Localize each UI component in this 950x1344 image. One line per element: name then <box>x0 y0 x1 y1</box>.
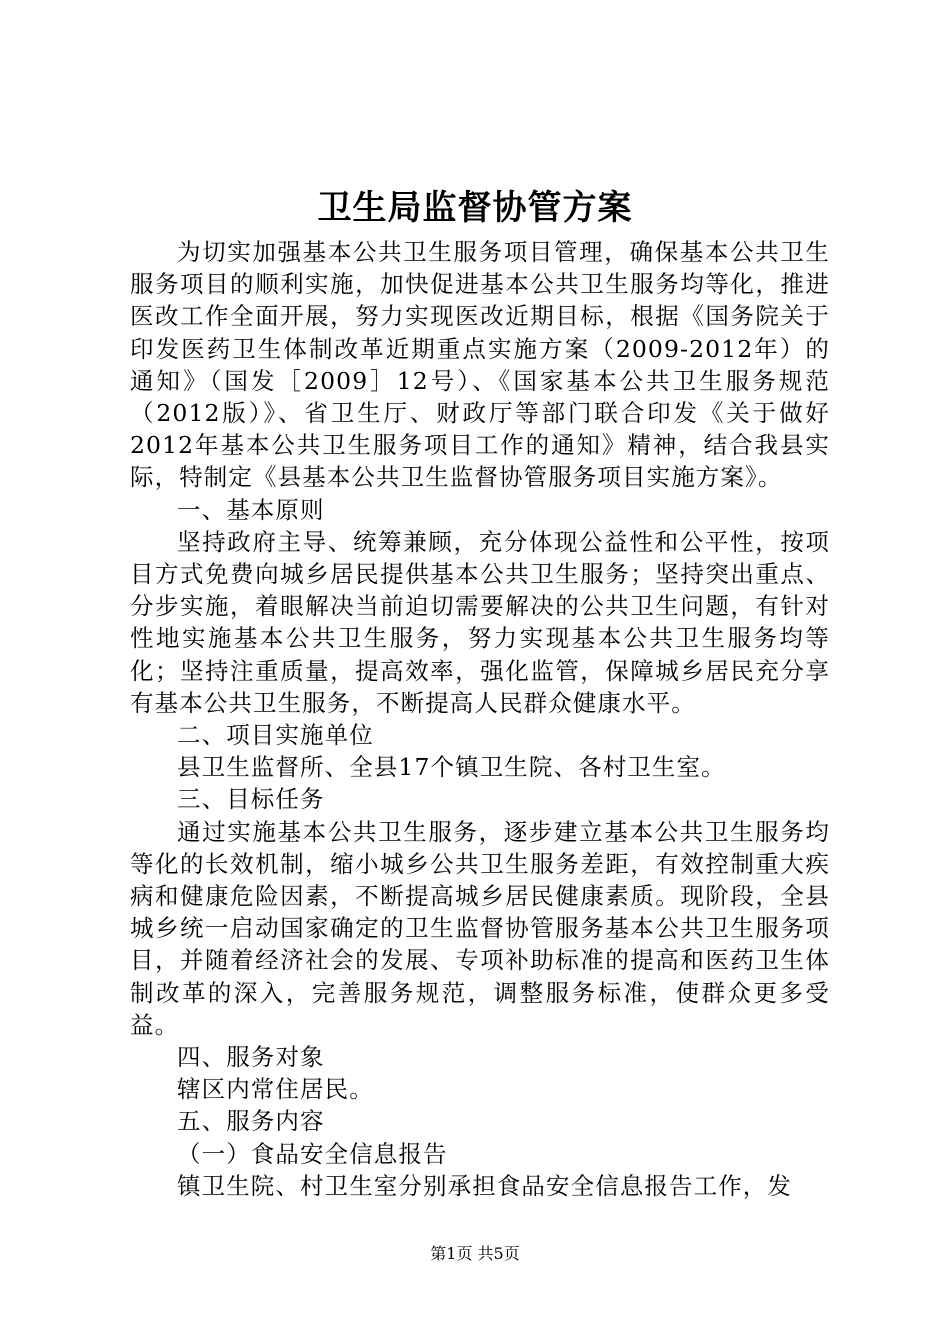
paragraph-principles: 坚持政府主导、统筹兼顾，充分体现公益性和公平性，按项目方式免费向城乡居民提供基本公共卫生服务；坚持突出重点、分步实施，着眼解决当前迫切需要解决的公共卫生问题，有针对性地实施基本公共卫生服务，努力实现基本公共卫生服务均等化；坚持注重质量，提高效率，强化监管，保障城乡居民充分享有基本公共卫生服务，不断提高人民群众健康水平。 <box>130 527 830 717</box>
section-heading-content: 五、服务内容 <box>177 1107 325 1136</box>
paragraph-intro: 为切实加强基本公共卫生服务项目管理，确保基本公共卫生服务项目的顺利实施，加快促进基本公共卫生服务均等化，推进医改工作全面开展，努力实现医改近期目标，根据《国务院关于印发医药卫生体制改革近期重点实施方案（2009-2012年）的通知》（国发［2009］12号）、《国家基本公共卫生服务规范（2012版）》、省卫生厅、财政厅等部门联合印发《关于做好2012年基本公共卫生服务项目工作的通知》精神，结合我县实际，特制定《县基本公共卫生监督协管服务项目实施方案》。 <box>130 238 830 492</box>
paragraph-food-safety: 镇卫生院、村卫生室分别承担食品安全信息报告工作，发 <box>177 1171 792 1200</box>
subsection-heading-food-safety: （一）食品安全信息报告 <box>177 1139 448 1168</box>
page-footer: 第1页 共5页 <box>430 1244 520 1263</box>
paragraph-goals: 通过实施基本公共卫生服务，逐步建立基本公共卫生服务均等化的长效机制，缩小城乡公共卫生服务差距，有效控制重大疾病和健康危险因素，不断提高城乡居民健康素质。现阶段，全县城乡统一启动国家确定的卫生监督协管服务基本公共卫生服务项目，并随着经济社会的发展、专项补助标准的提高和医药卫生体制改革的深入，完善服务规范，调整服务标准，使群众更多受益。 <box>130 817 830 1039</box>
document-body <box>130 236 830 1202</box>
section-heading-goals: 三、目标任务 <box>177 785 325 814</box>
section-heading-targets: 四、服务对象 <box>177 1043 325 1072</box>
document-title: 卫生局监督协管方案 <box>317 188 633 228</box>
paragraph-targets: 辖区内常住居民。 <box>177 1075 374 1104</box>
paragraph-units: 县卫生监督所、全县17个镇卫生院、各村卫生室。 <box>177 753 726 782</box>
section-heading-units: 二、项目实施单位 <box>177 721 374 750</box>
section-heading-principles: 一、基本原则 <box>177 495 325 524</box>
